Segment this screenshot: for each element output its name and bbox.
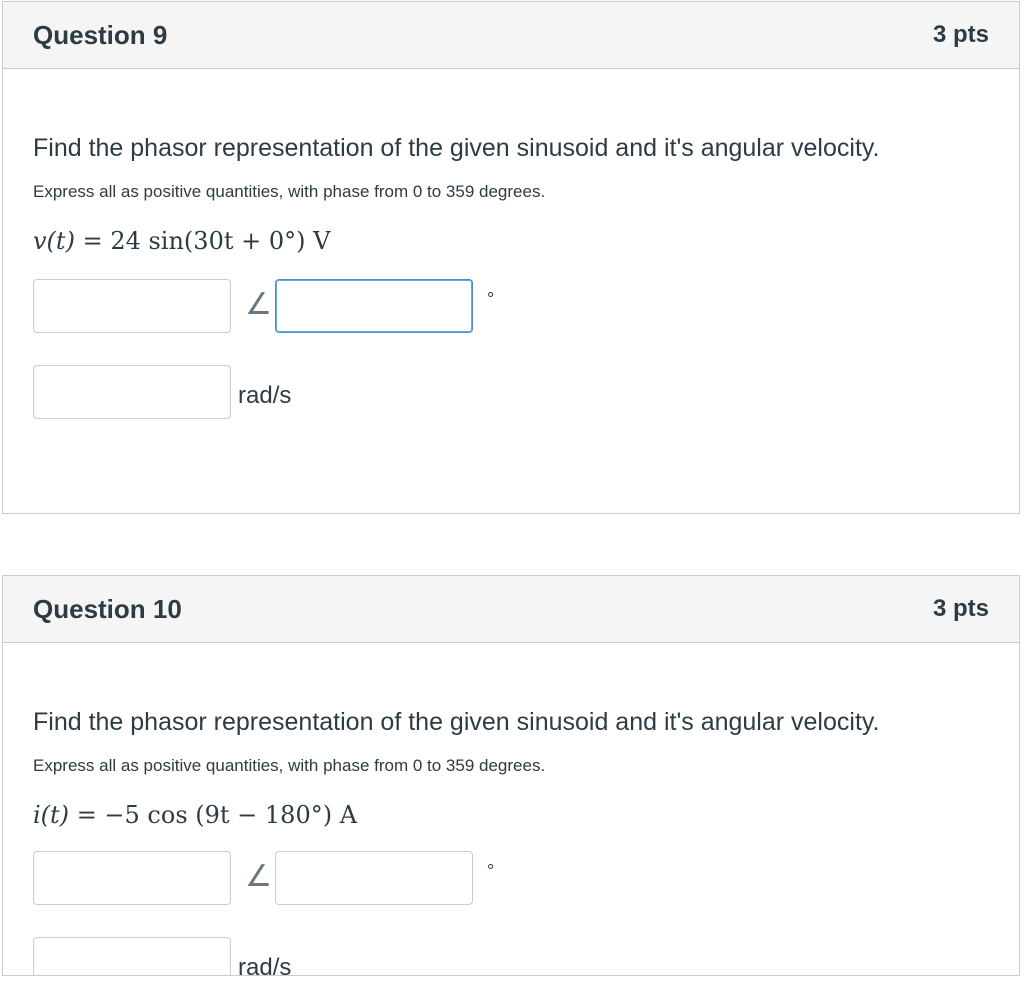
phase-input[interactable]	[275, 279, 473, 333]
degree-symbol: °	[487, 289, 495, 309]
question-points: 3 pts	[932, 21, 989, 48]
angular-velocity-unit: rad/s	[238, 382, 292, 409]
angle-icon: ∠	[245, 860, 272, 893]
degree-symbol: °	[487, 861, 495, 881]
question-instructions: Express all as positive quantities, with phase from 0 to 359 degrees.	[33, 182, 546, 201]
question-9-card	[2, 1, 1020, 514]
angular-velocity-unit: rad/s	[238, 954, 292, 976]
angle-icon: ∠	[245, 288, 272, 321]
magnitude-input[interactable]	[33, 851, 231, 905]
question-header	[3, 2, 1019, 69]
question-prompt: Find the phasor representation of the given sinusoid and it's angular velocity.	[33, 708, 880, 736]
phase-input[interactable]	[275, 851, 473, 905]
question-points: 3 pts	[932, 595, 989, 622]
question-title: Question 9	[33, 20, 168, 50]
question-header	[3, 576, 1019, 643]
magnitude-input[interactable]	[33, 279, 231, 333]
question-title: Question 10	[33, 594, 182, 624]
question-formula	[33, 801, 357, 829]
question-formula	[33, 227, 330, 255]
angular-velocity-input[interactable]	[33, 937, 231, 976]
formula-rhs: = 24 sin(30t + 0°) V	[82, 227, 331, 255]
question-instructions: Express all as positive quantities, with phase from 0 to 359 degrees.	[33, 756, 546, 775]
formula-lhs: v(t)	[33, 227, 75, 255]
question-prompt: Find the phasor representation of the given sinusoid and it's angular velocity.	[33, 134, 880, 162]
angular-velocity-input[interactable]	[33, 365, 231, 419]
formula-rhs: = −5 cos (9t − 180°) A	[76, 801, 358, 829]
formula-lhs: i(t)	[33, 801, 70, 829]
question-10-card	[2, 575, 1020, 976]
